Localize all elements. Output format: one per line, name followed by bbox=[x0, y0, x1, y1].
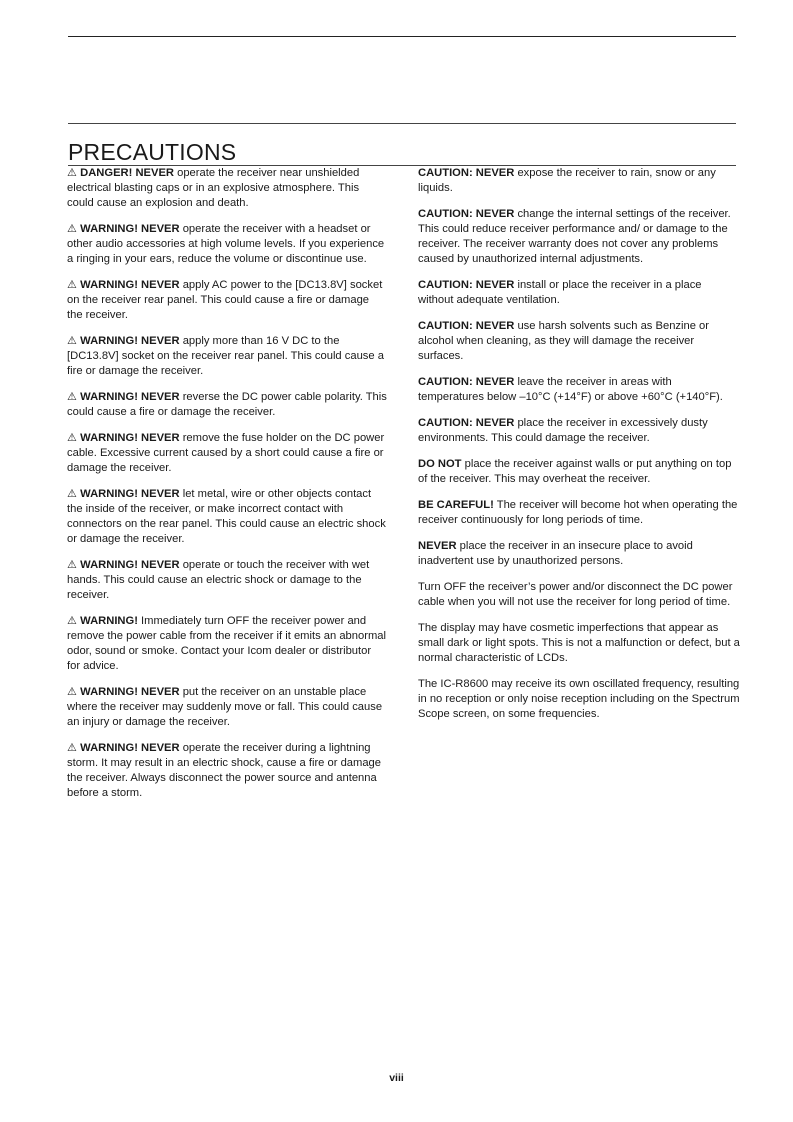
paragraph-text: let metal, wire or other objects contact the inside of the receiver, or make incorrect contact with connectors on the rear panel. This could cause an electric shock or damage the receiver. bbox=[67, 488, 386, 545]
page-title: PRECAUTIONS bbox=[68, 139, 736, 166]
warning-icon: ⚠ bbox=[67, 223, 78, 235]
precaution-paragraph bbox=[418, 677, 740, 722]
paragraph-lead: BE CAREFUL! bbox=[418, 499, 494, 511]
paragraph-lead: WARNING! NEVER bbox=[80, 686, 180, 698]
warning-icon: ⚠ bbox=[67, 335, 78, 347]
paragraph-lead: WARNING! NEVER bbox=[80, 279, 180, 291]
page-number: viii bbox=[389, 1072, 404, 1084]
paragraph-text: The display may have cosmetic imperfections that appear as small dark or light spots. This is not a malfunction or defect, but a normal characteristic of LCDs. bbox=[418, 622, 740, 664]
paragraph-lead: NEVER bbox=[418, 540, 457, 552]
precaution-paragraph bbox=[67, 558, 387, 603]
paragraph-lead: WARNING! NEVER bbox=[80, 559, 180, 571]
precaution-paragraph bbox=[418, 166, 740, 196]
precaution-paragraph bbox=[67, 278, 387, 323]
header-rule bbox=[68, 36, 736, 37]
precaution-paragraph bbox=[67, 166, 387, 211]
paragraph-text: The IC-R8600 may receive its own oscillated frequency, resulting in no reception or only noise reception including on the Spectrum Scope screen, on some frequencies. bbox=[418, 678, 740, 720]
paragraph-text: place the receiver in an insecure place to avoid inadvertent use by unauthorized persons. bbox=[418, 540, 693, 567]
paragraph-lead: WARNING! NEVER bbox=[80, 223, 180, 235]
precaution-paragraph bbox=[67, 685, 387, 730]
paragraph-text: place the receiver in excessively dusty environments. This could damage the receiver. bbox=[418, 417, 708, 444]
warning-icon: ⚠ bbox=[67, 615, 78, 627]
precaution-paragraph bbox=[67, 222, 387, 267]
warning-icon: ⚠ bbox=[67, 167, 78, 179]
paragraph-lead: WARNING! NEVER bbox=[80, 488, 180, 500]
precaution-paragraph bbox=[418, 539, 740, 569]
paragraph-text: place the receiver against walls or put anything on top of the receiver. This may overheat the receiver. bbox=[418, 458, 732, 485]
paragraph-lead: CAUTION: NEVER bbox=[418, 279, 515, 291]
warning-icon: ⚠ bbox=[67, 686, 78, 698]
warning-icon: ⚠ bbox=[67, 391, 78, 403]
paragraph-text: apply AC power to the [DC13.8V] socket on the receiver rear panel. This could cause a fire or damage the receiver. bbox=[67, 279, 383, 321]
paragraph-text: Turn OFF the receiver’s power and/or disconnect the DC power cable when you will not use the receiver for long period of time. bbox=[418, 581, 733, 608]
precaution-paragraph bbox=[67, 487, 387, 547]
paragraph-text: Immediately turn OFF the receiver power and remove the power cable from the receiver if it emits an abnormal odor, sound or smoke. Contact your Icom dealer or distributor for advice. bbox=[67, 615, 386, 672]
paragraph-lead: CAUTION: NEVER bbox=[418, 208, 515, 220]
precaution-paragraph bbox=[418, 207, 740, 267]
paragraph-lead: DO NOT bbox=[418, 458, 462, 470]
paragraph-lead: CAUTION: NEVER bbox=[418, 320, 515, 332]
paragraph-text: apply more than 16 V DC to the [DC13.8V] socket on the receiver rear panel. This could cause a fire or damage the receiver. bbox=[67, 335, 384, 377]
precaution-paragraph bbox=[418, 580, 740, 610]
paragraph-lead: CAUTION: NEVER bbox=[418, 417, 515, 429]
precaution-paragraph bbox=[418, 319, 740, 364]
precaution-paragraph bbox=[418, 416, 740, 446]
left-column bbox=[67, 166, 387, 812]
warning-icon: ⚠ bbox=[67, 742, 78, 754]
precaution-paragraph bbox=[67, 390, 387, 420]
paragraph-text: The receiver will become hot when operating the receiver continuously for long periods of time. bbox=[418, 499, 738, 526]
precaution-paragraph bbox=[418, 498, 740, 528]
precaution-paragraph bbox=[67, 614, 387, 674]
paragraph-lead: WARNING! NEVER bbox=[80, 335, 180, 347]
paragraph-text: leave the receiver in areas with temperatures below –10°C (+14°F) or above +60°C (+140°F). bbox=[418, 376, 723, 403]
paragraph-text: expose the receiver to rain, snow or any liquids. bbox=[418, 167, 716, 194]
title-top-rule bbox=[68, 123, 736, 124]
paragraph-lead: CAUTION: NEVER bbox=[418, 376, 515, 388]
paragraph-text: change the internal settings of the receiver. This could reduce receiver performance and/ or damage to the receiver. The receiver warranty does not cover any problems caused by unauthorized internal adjustments. bbox=[418, 208, 731, 265]
paragraph-lead: CAUTION: NEVER bbox=[418, 167, 515, 179]
precaution-paragraph bbox=[418, 375, 740, 405]
paragraph-text: operate the receiver during a lightning storm. It may result in an electric shock, cause a fire or damage the receiver. Always disconnect the power source and antenna before a storm. bbox=[67, 742, 381, 799]
precaution-paragraph bbox=[67, 334, 387, 379]
paragraph-lead: WARNING! NEVER bbox=[80, 742, 180, 754]
warning-icon: ⚠ bbox=[67, 488, 78, 500]
paragraph-lead: WARNING! NEVER bbox=[80, 391, 180, 403]
warning-icon: ⚠ bbox=[67, 432, 78, 444]
paragraph-text: operate the receiver near unshielded electrical blasting caps or in an explosive atmosphere. This could cause an explosion and death. bbox=[67, 167, 360, 209]
paragraph-lead: WARNING! bbox=[80, 615, 138, 627]
paragraph-text: reverse the DC power cable polarity. This could cause a fire or damage the receiver. bbox=[67, 391, 387, 418]
precaution-paragraph bbox=[418, 621, 740, 666]
paragraph-text: use harsh solvents such as Benzine or alcohol when cleaning, as they will damage the receiver surfaces. bbox=[418, 320, 709, 362]
precaution-paragraph bbox=[67, 431, 387, 476]
precaution-paragraph bbox=[418, 457, 740, 487]
paragraph-text: remove the fuse holder on the DC power cable. Excessive current caused by a short could cause a fire or damage the receiver. bbox=[67, 432, 385, 474]
paragraph-lead: DANGER! NEVER bbox=[80, 167, 174, 179]
warning-icon: ⚠ bbox=[67, 559, 78, 571]
paragraph-text: operate the receiver with a headset or other audio accessories at high volume levels. If you experience a ringing in your ears, reduce the volume or discontinue use. bbox=[67, 223, 385, 265]
paragraph-lead: WARNING! NEVER bbox=[80, 432, 180, 444]
paragraph-text: put the receiver on an unstable place where the receiver may suddenly move or fall. This could cause an injury or damage the receiver. bbox=[67, 686, 383, 728]
precaution-paragraph bbox=[67, 741, 387, 801]
right-column bbox=[418, 166, 740, 733]
paragraph-text: install or place the receiver in a place without adequate ventilation. bbox=[418, 279, 702, 306]
precaution-paragraph bbox=[418, 278, 740, 308]
warning-icon: ⚠ bbox=[67, 279, 78, 291]
paragraph-text: operate or touch the receiver with wet hands. This could cause an electric shock or damage to the receiver. bbox=[67, 559, 370, 601]
